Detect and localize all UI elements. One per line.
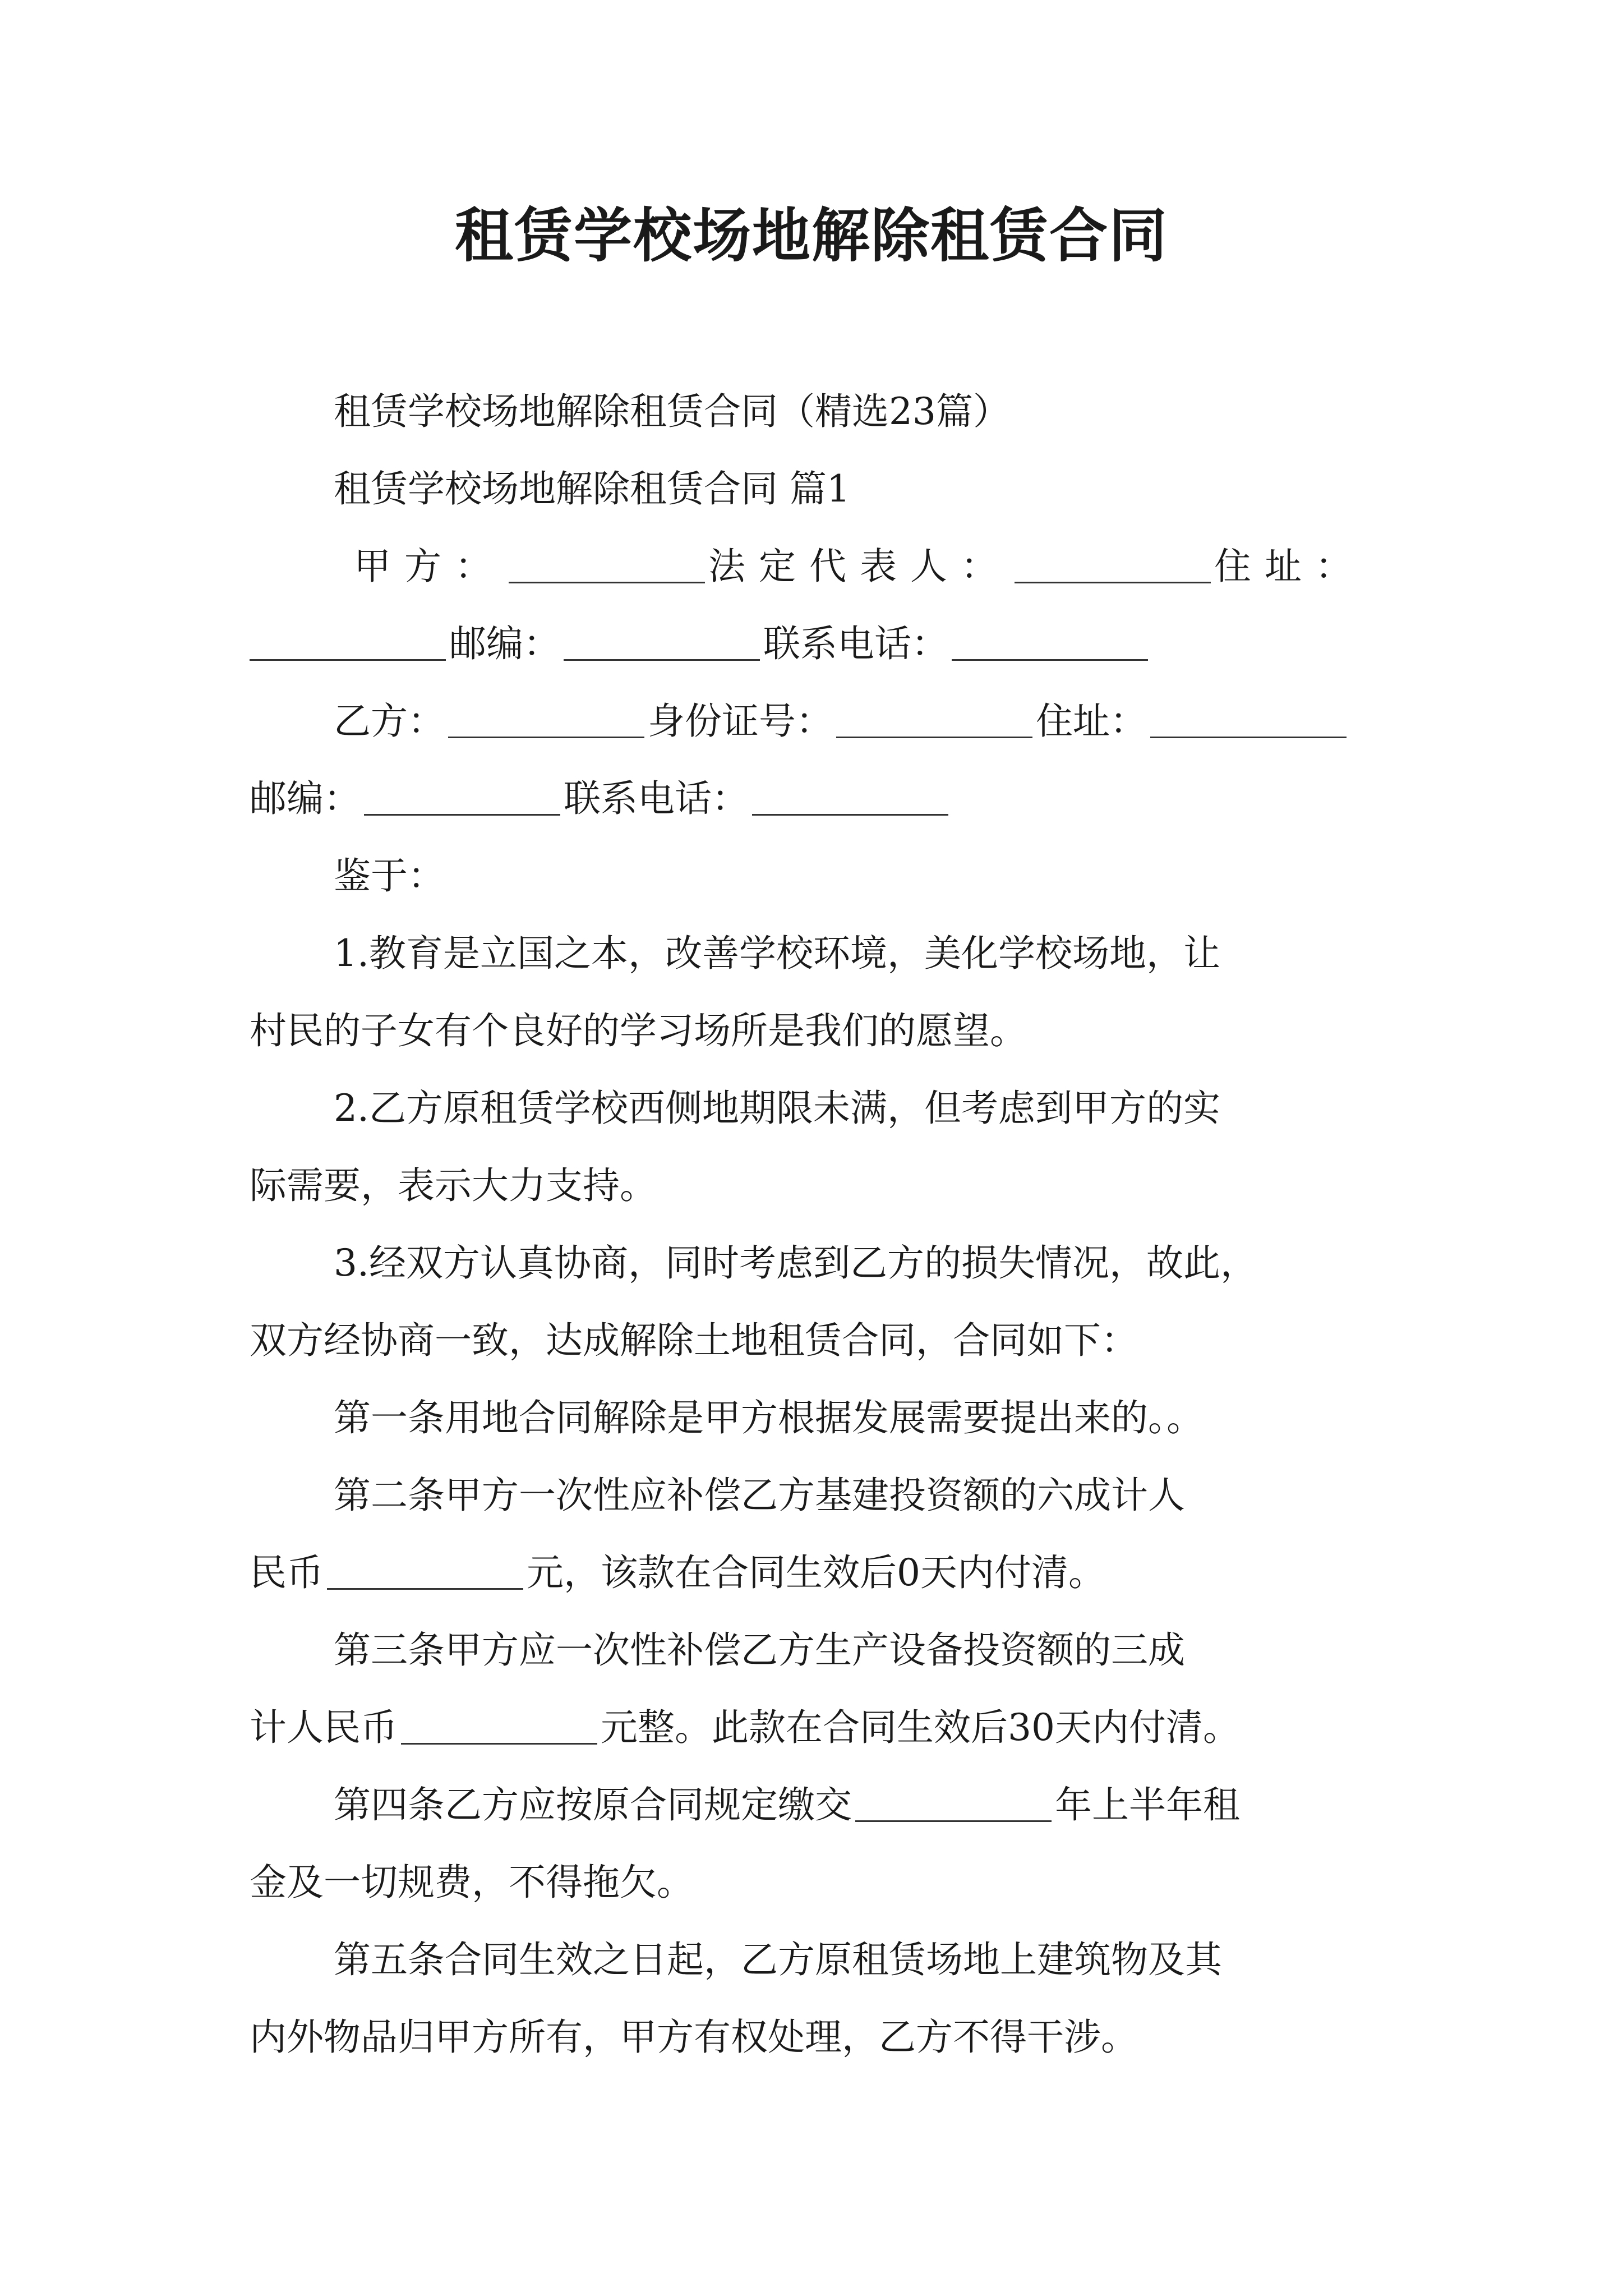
article-2-amount-blank: [327, 1552, 523, 1590]
party-b-label: 乙方：: [334, 700, 445, 743]
party-b-address-label: 住址：: [1036, 700, 1147, 743]
document-title: 租赁学校场地解除租赁合同: [454, 201, 1168, 270]
party-b-address-blank: [1150, 701, 1347, 738]
article-3-amount-blank: [401, 1707, 597, 1745]
clause-2-line2: 际需要，表示大力支持。: [250, 1164, 657, 1207]
party-b-postcode-blank: [364, 778, 560, 816]
party-a-phone-label: 联系电话：: [763, 622, 948, 665]
clause-3-line1: 3.经双方认真协商，同时考虑到乙方的损失情况，故此，: [334, 1241, 1257, 1285]
clause-2-line1: 2.乙方原租赁学校西侧地期限未满，但考虑到甲方的实: [334, 1087, 1220, 1130]
clause-1-line2: 村民的子女有个良好的学习场所是我们的愿望。: [250, 1009, 1027, 1052]
party-a-postcode-label: 邮编：: [449, 622, 560, 665]
section-heading: 租赁学校场地解除租赁合同 篇1: [334, 467, 850, 510]
party-b-phone-blank: [752, 778, 948, 816]
legal-rep-blank: [1015, 546, 1211, 583]
whereas-heading: 鉴于：: [334, 854, 445, 898]
subtitle: 租赁学校场地解除租赁合同（精选23篇）: [334, 390, 1010, 433]
party-b-postcode-label: 邮编：: [250, 777, 361, 820]
article-4-line1: [250, 1766, 1399, 1844]
article-3-line1: 第三条甲方应一次性补偿乙方生产设备投资额的三成: [334, 1628, 1185, 1672]
party-a-address-label: 住址：: [1214, 545, 1366, 588]
party-a-postcode-blank: [564, 623, 760, 661]
article-3-line2: [250, 1689, 1399, 1766]
party-b-blank: [448, 701, 644, 738]
party-b-line2: [250, 760, 1399, 838]
article-2-text-b: 元，该款在合同生效后0天内付清。: [527, 1551, 1105, 1594]
party-a-line1: [250, 528, 1399, 605]
party-b-id-blank: [836, 701, 1032, 738]
article-4-text-b: 年上半年租: [1055, 1783, 1240, 1826]
party-a-label: 甲方：: [354, 545, 505, 588]
article-2-line2: [250, 1534, 1399, 1612]
party-a-line2: [250, 605, 1399, 683]
party-a-blank: [509, 546, 705, 583]
clause-1-line1: 1.教育是立国之本，改善学校环境，美化学校场地，让: [334, 932, 1220, 975]
legal-rep-label: 法定代表人：: [708, 545, 1011, 588]
article-3-text-b: 元整。此款在合同生效后30天内付清。: [601, 1706, 1240, 1749]
article-3-text-a: 计人民币: [250, 1706, 398, 1749]
article-4-text-a: 第四条乙方应按原合同规定缴交: [334, 1783, 852, 1826]
party-a-phone-blank: [952, 623, 1148, 661]
article-4-line2: 金及一切规费，不得拖欠。: [250, 1861, 694, 1904]
article-4-year-blank: [855, 1784, 1052, 1822]
party-a-address-blank: [250, 623, 446, 661]
article-5-line2: 内外物品归甲方所有，甲方有权处理，乙方不得干涉。: [250, 2016, 1138, 2059]
clause-3-line2: 双方经协商一致，达成解除土地租赁合同，合同如下：: [250, 1319, 1138, 1362]
article-5-line1: 第五条合同生效之日起，乙方原租赁场地上建筑物及其: [334, 1938, 1222, 1981]
article-2-line1: 第二条甲方一次性应补偿乙方基建投资额的六成计人: [334, 1474, 1185, 1517]
article-2-text-a: 民币: [250, 1551, 324, 1594]
article-1: 第一条用地合同解除是甲方根据发展需要提出来的。。: [334, 1396, 1204, 1439]
party-b-line1: [250, 683, 1399, 760]
document-body: [250, 373, 1399, 2076]
party-b-id-label: 身份证号：: [648, 700, 833, 743]
party-b-phone-label: 联系电话：: [564, 777, 749, 820]
